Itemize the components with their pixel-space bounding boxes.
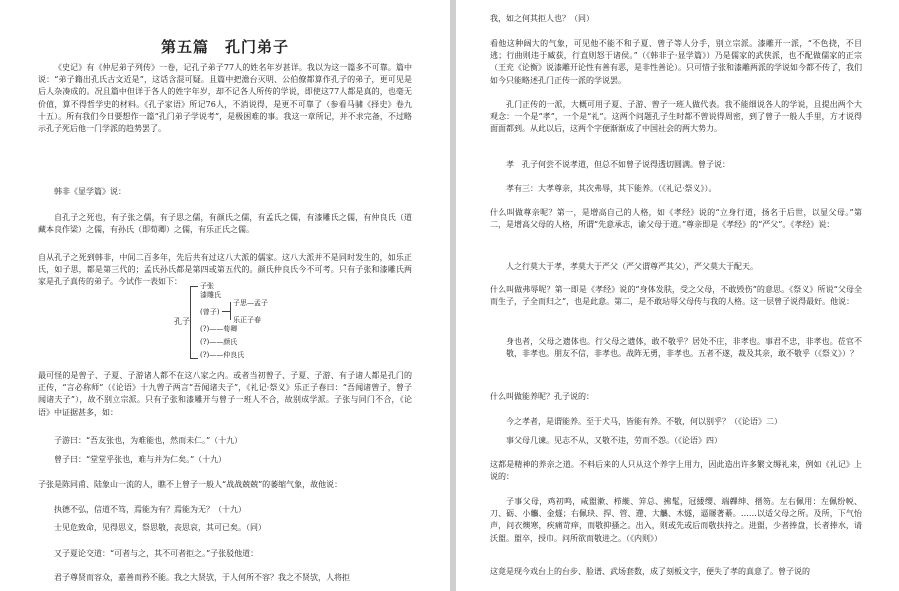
tree-node: 子张 xyxy=(200,282,214,290)
tree-node: 漆雕氏 xyxy=(200,291,221,299)
chapter-title: 第五篇 孔门弟子 xyxy=(160,38,289,56)
tree-branch xyxy=(230,302,231,320)
tree-node: 乐正子春 xyxy=(233,316,261,324)
tree-branch xyxy=(190,286,198,287)
paragraph: 孔门正传的一派，大概可用子夏、子游、曾子一班人做代表。我不能细说各人的学说，且提出两个大观念：一个是“孝”，一个是“礼”。这两个问题孔子生时都不曾说得周密，到了曾子一般人手里，方才说得面面都到。从此以后，这两个字便渐渐成了中国社会的两大势力。 xyxy=(490,100,862,134)
paragraph: 韩非《显学篇》说： xyxy=(54,187,126,196)
right-page xyxy=(456,0,899,591)
paragraph: 这都是精神的养亲之道。不料后来的人只从这个养字上用力，因此造出许多繁文缛礼来，例如《礼记》上说的： xyxy=(490,460,862,482)
tree-branch xyxy=(222,311,230,312)
quote-line: 士见危致命，见得思义，祭思敬，丧思哀，其可已矣。（同） xyxy=(54,523,266,532)
paragraph: 这竟是现今戏台上的台步、脸谱、武场套数，成了刻板文字，便失了孝的真意了。曾子说的 xyxy=(490,567,810,576)
paragraph: 什么叫做尊亲呢？第一，是增高自己的人格，如《孝经》说的“立身行道，扬名于后世，以显父母。”第二，是增高父母的人格，所谓“先意承志，谕父母于道。”尊亲即是《孝经》的“严父”。《孝经》说： xyxy=(490,208,862,230)
paragraph: 又子夏论交道：“可者与之，其不可者拒之。”子张驳他道： xyxy=(54,549,259,558)
block-quote: 子事父母，鸡初鸣，咸盥漱、栉縰、笄总、拂髦，冠緌缨、端韠绅、搢笏。左右佩用：左佩纷帨、刀、砺、小觿、金燧；右佩玦、捍、管、遰、大觿、木燧，逼屦著綦。……以适父母之所。及所，下气怡声，问衣燠寒，疾痛苛痒，而敬抑搔之。出入，则或先或后而敬扶持之。进盥，少者捧盘，长者捧水，请沃盥。盥卒，授巾。问所欲而敬进之。（《内则》） xyxy=(490,497,862,543)
paragraph: 最可怪的是曾子、子夏、子游诸人都不在这八家之内。或者当初曾子、子夏、子游、有子诸人都是孔门的正传，“言必称师”（《论语》十九曾子两言“吾闻诸夫子”，《礼记·祭义》乐正子春曰：“吾闻诸曾子，曾子闻诸夫子”），故不别立宗派。只有子张和漆雕开与曾子一班人不合，故别成学派。子张与同门不合，《论语》中证据甚多，如： xyxy=(38,371,412,417)
lineage-diagram xyxy=(160,282,280,362)
tree-node: (?)——荀卿 xyxy=(200,325,238,333)
paragraph: 《史记》有《仲尼弟子列传》一卷，记孔子弟子77人的姓名年岁甚详。我以为这一篇多不可靠。篇中说：“弟子籍出孔氏古文近是”，这话含混可疑。且篇中把澹台灭明、公伯僚都算作孔子的弟子，更可见是后人杂凑成的。况且篇中但详于各人的姓字年岁，却不记各人所传的学说，即使这77人都是真的，也毫无价值，算不得哲学史的材料。《孔子家语》所记76人，不消说得，是更不可靠了（参看马骕《择史》卷九十五）。所有我们今日要想作一篇“孔门弟子学说考”，是极困难的事。我这一章所记，并不求完备，不过略示孔子死后他一门学派的趋势罢了。 xyxy=(38,63,412,134)
block-quote: 身也者，父母之遗体也。行父母之遗体，敢不敬乎？居处不庄，非孝也。事君不忠，非孝也。莅官不敬，非孝也。朋友不信，非孝也。战阵无勇，非孝也。五者不遂，裁及其亲，敢不敬乎（《祭义》）？ xyxy=(506,337,862,359)
paragraph: 孝 孔子何尝不说孝道，但总不如曾子说得透切圆满。曾子说： xyxy=(506,160,730,169)
quote-line: 人之行莫大于孝，孝莫大于严父（严父谓尊严其父），严父莫大于配天。 xyxy=(506,262,758,271)
quote-line: 事父母几谏。见志不从，又敬不违，劳而不怨。（《论语》四） xyxy=(506,436,722,445)
quote-line: 执德不弘，信道不笃，焉能为有？焉能为无？（十九） xyxy=(54,505,246,514)
tree-branch xyxy=(190,358,198,359)
tree-trunk xyxy=(190,286,191,358)
tree-root: 孔子 xyxy=(174,317,190,326)
tree-node: 子思—孟子 xyxy=(233,299,268,307)
tree-node: (曾子) xyxy=(200,308,220,316)
paragraph: 看他这种阔大的气象，可见他不能不和子夏、曾子等人分手，别立宗派。漆雕开一派，“不色挠，不目逃；行曲则违于臧获，行直则怒于诸侯。”（《韩非子·显学篇》）乃是儒家的武侠派，也不配做儒家的正宗（王充《论衡》说漆雕开论性有善有恶，是非性善论）。只可惜子张和漆雕两派的学说如今都不传了，我们如今只能略述孔门正传一派的学说罢。 xyxy=(490,39,862,85)
tree-node: (?)——颜氏 xyxy=(200,338,238,346)
quote-line: 君子尊贤而容众，嘉善而矜不能。我之大贤欤，于人何所不容？我之不贤欤，人将拒 xyxy=(54,573,350,582)
quote-line: 曾子曰：“堂堂乎张也，难与并为仁矣。”（十九） xyxy=(54,455,227,464)
paragraph: 什么叫做弗辱呢？第一即是《孝经》说的“身体发肤，受之父母，不敢毁伤”的意思。《祭义》所说“父母全而生子，子全而归之”，也是此意。第二，是不敢玷辱父母传与我的人格。这一层曾子说得最好。他说： xyxy=(490,285,862,307)
block-quote: 自孔子之死也，有子张之儒，有子思之儒，有颜氏之儒，有孟氏之儒，有漆雕氏之儒，有仲良氏（道藏本良作梁）之儒，有孙氏（即荀卿）之儒，有乐正氏之儒。 xyxy=(38,213,412,235)
paragraph: 什么叫做能养呢？孔子说的： xyxy=(490,392,594,401)
tree-node: (?)——仲良氏 xyxy=(200,351,245,359)
quote-line: 今之孝者，是谓能养。至于犬马，皆能有养。不敬，何以别乎？（《论语》二） xyxy=(506,417,782,426)
quote-line: 孝有三：大孝尊亲，其次弗辱，其下能养。（《礼记·祭义》）。 xyxy=(506,184,717,193)
quote-line: 子游曰：“吾友张也，为难能也，然而未仁。”（十九） xyxy=(54,436,243,445)
paragraph: 自从孔子之死到韩非，中间二百多年，先后共有过这八大派的儒家。这八大派并不是同时发生的，如乐正氏，如子思，都是第三代的；孟氏孙氏都是第四或第五代的。颜氏仲良氏今不可考。只有子张和漆雕氏两家是孔子真传的弟子。今试作一表如下： xyxy=(38,253,412,287)
quote-line: 我，如之何其拒人也？（同） xyxy=(490,14,594,23)
paragraph: 子张是陈同甫、陆象山一流的人，瞧不上曾子一般人“战战兢兢”的萎缩气象，故他说： xyxy=(38,480,343,489)
